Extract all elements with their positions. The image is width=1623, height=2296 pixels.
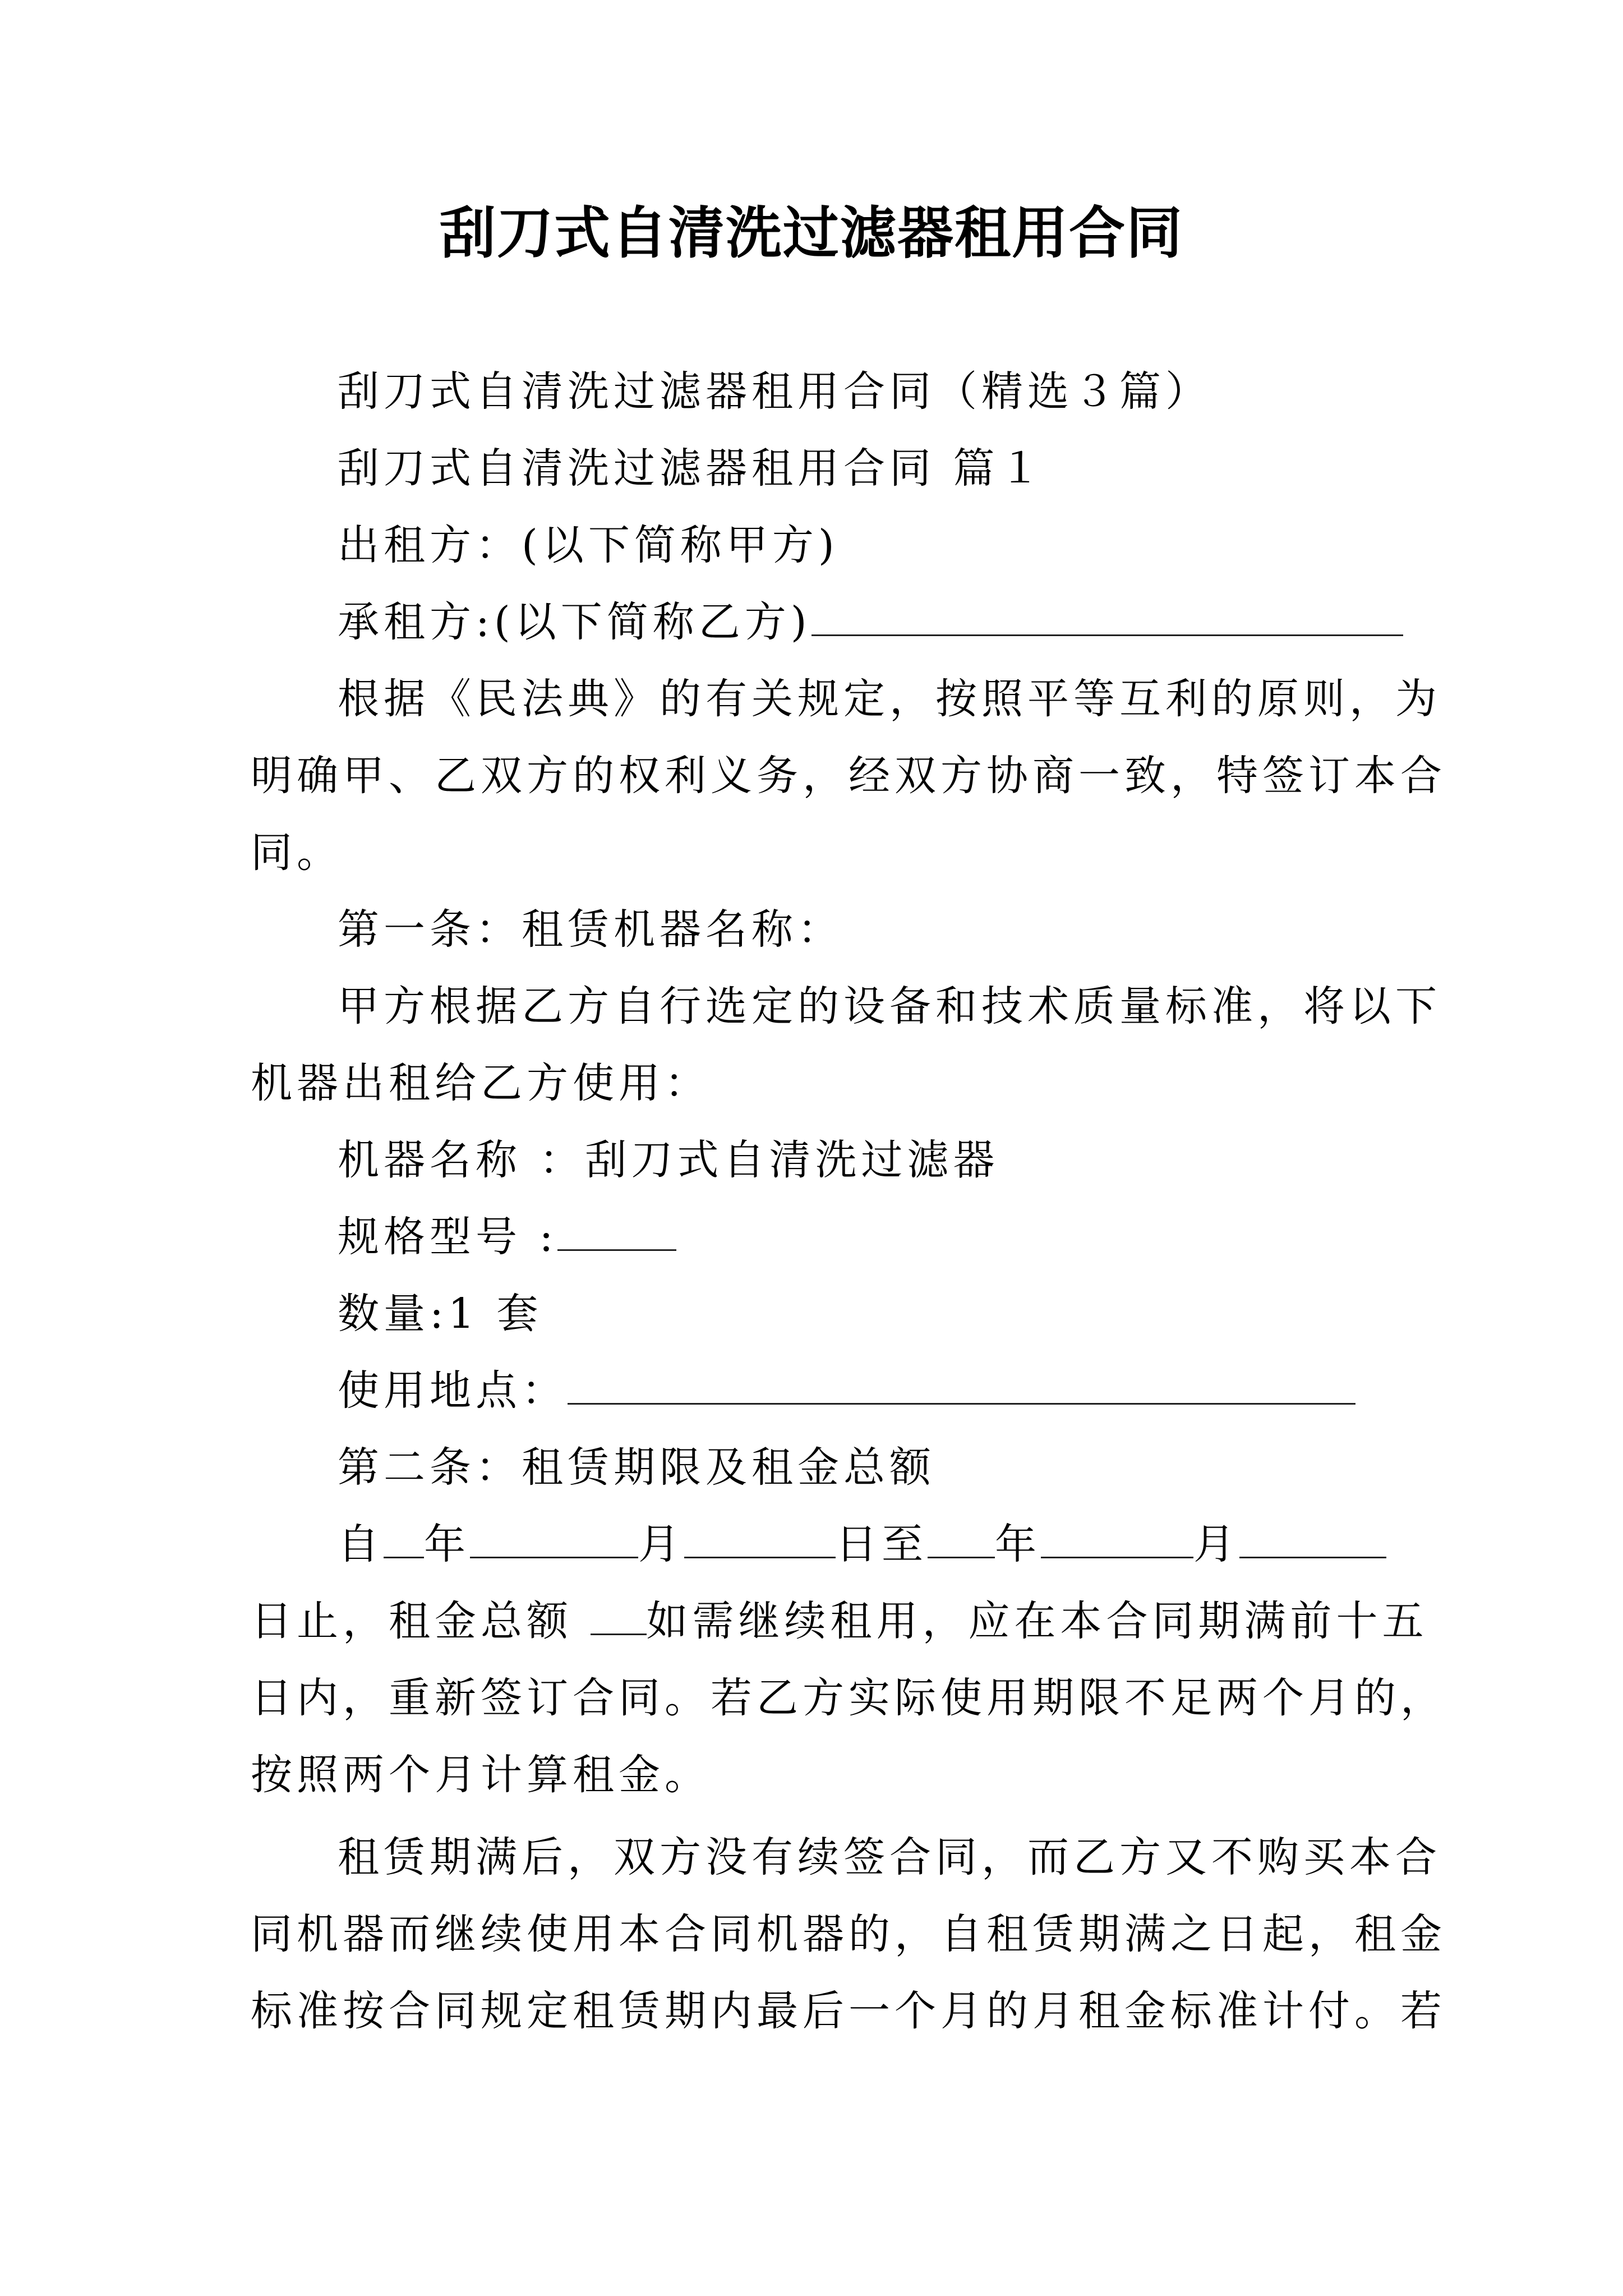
lessee-label: 承租方:(以下简称乙方) — [338, 598, 811, 646]
year-blank-1 — [384, 1515, 424, 1558]
paragraph-line: 甲方根据乙方自行选定的设备和技术质量标准，将以下 — [338, 982, 1441, 1030]
term-year-2: 年 — [995, 1520, 1041, 1568]
location-blank — [568, 1361, 1355, 1405]
model-blank — [557, 1208, 676, 1251]
paragraph-line: 明确甲、乙双方的权利义务，经双方协商一致，特签订本合 — [251, 752, 1446, 800]
document-body — [251, 353, 1446, 2050]
article-1-heading: 第一条：租赁机器名称： — [338, 905, 843, 954]
article-2-heading: 第二条：租赁期限及租金总额 — [338, 1443, 935, 1492]
lessee-blank — [811, 593, 1403, 636]
rent-line — [251, 1583, 1428, 1660]
rent-total-blank — [591, 1592, 647, 1635]
location-line — [251, 1352, 1372, 1429]
quantity-line: 数量:1 套 — [338, 1290, 543, 1338]
paragraph-line: 根据《民法典》的有关规定，按照平等互利的原则，为 — [338, 675, 1441, 723]
paragraph-line: 同机器而继续使用本合同机器的，自租赁期满之日起，租金 — [251, 1910, 1446, 1958]
day-blank-1 — [684, 1515, 836, 1558]
rent-total-label: 日止，租金总额 — [251, 1597, 591, 1645]
term-to: 日至 — [836, 1520, 928, 1568]
paragraph-line: 租赁期满后，双方没有续签合同，而乙方又不购买本合 — [338, 1833, 1441, 1881]
contract-heading-line: 刮刀式自清洗过滤器租用合同（精选３篇） — [338, 367, 1211, 416]
term-month-2: 月 — [1193, 1520, 1239, 1568]
paragraph-line: 机器出租给乙方使用： — [251, 1059, 711, 1107]
document-title: 刮刀式自清洗过滤器租用合同 — [440, 200, 1183, 266]
paragraph-line: 标准按合同规定租赁期内最后一个月的月租金标准计付。若 — [251, 1987, 1446, 2035]
term-month-1: 月 — [638, 1520, 684, 1568]
paragraph-line: 日内，重新签订合同。若乙方实际使用期限不足两个月的， — [251, 1674, 1446, 1722]
lessee-line — [251, 584, 1372, 661]
paragraph-line: 按照两个月计算租金。 — [251, 1751, 711, 1799]
paragraph-line: 同。 — [251, 829, 343, 877]
month-blank-1 — [470, 1515, 638, 1558]
day-blank-2 — [1239, 1515, 1386, 1558]
model-line — [251, 1199, 1372, 1276]
lessor-line: 出租方：(以下简称甲方) — [338, 521, 839, 569]
location-label: 使用地点： — [338, 1366, 568, 1415]
rent-renewal-text: 如需继续租用，应在本合同期满前十五 — [646, 1597, 1428, 1645]
term-from: 自 — [338, 1520, 384, 1568]
term-year-1: 年 — [424, 1520, 470, 1568]
machine-name-line: 机器名称 ：刮刀式自清洗过滤器 — [338, 1136, 999, 1184]
year-blank-2 — [928, 1515, 995, 1558]
contract-part-line: 刮刀式自清洗过滤器租用合同 篇１ — [338, 444, 1045, 493]
term-line — [251, 1506, 1372, 1583]
month-blank-2 — [1041, 1515, 1193, 1558]
model-label: 规格型号 : — [338, 1213, 558, 1261]
